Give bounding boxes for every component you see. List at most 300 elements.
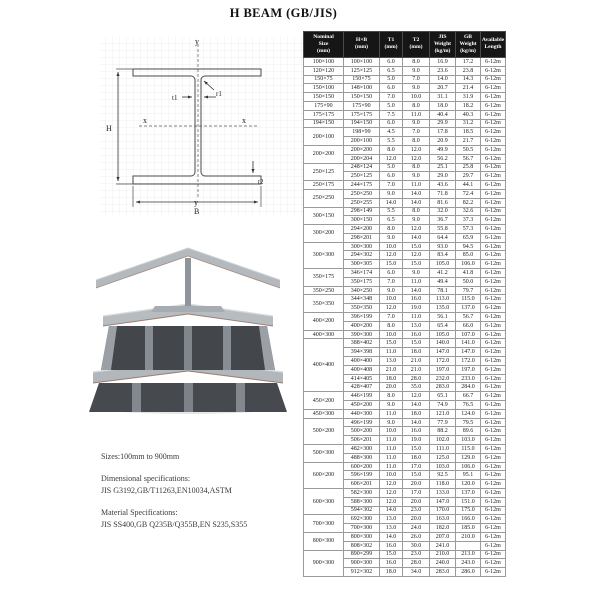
table-cell: 10.0	[380, 427, 403, 436]
table-cell: 19.0	[403, 436, 430, 445]
table-cell: 137.0	[456, 304, 481, 313]
table-cell: 32.6	[456, 207, 481, 216]
table-cell: 8.0	[403, 207, 430, 216]
table-cell: 106.0	[456, 462, 481, 471]
table-cell: 43.6	[430, 181, 456, 190]
table-cell: 11.0	[403, 181, 430, 190]
table-cell: 23.0	[403, 550, 430, 559]
table-cell: 170.0	[430, 506, 456, 515]
table-cell: 8.0	[380, 225, 403, 234]
table-cell: 16.0	[380, 559, 403, 568]
flange-thickness-label: t2	[258, 178, 264, 186]
table-cell: 6-12m	[481, 233, 506, 242]
table-cell: 6-12m	[481, 497, 506, 506]
table-cell: 21.0	[403, 365, 430, 374]
table-cell: 25.1	[430, 163, 456, 172]
table-cell: 9.0	[403, 66, 430, 75]
table-cell: 6-12m	[481, 75, 506, 84]
table-cell: 103.0	[456, 436, 481, 445]
table-cell: 148×100	[344, 84, 380, 93]
h-beam-size-table	[303, 31, 506, 577]
table-row	[304, 409, 506, 418]
table-cell: 6-12m	[481, 550, 506, 559]
table-cell: 400×408	[344, 365, 380, 374]
nominal-size-cell: 200×200	[304, 145, 344, 163]
table-cell: 6-12m	[481, 84, 506, 93]
nominal-size-cell: 200×100	[304, 128, 344, 146]
nominal-size-cell: 250×250	[304, 189, 344, 207]
table-cell: 17.0	[403, 489, 430, 498]
table-cell: 6.0	[380, 119, 403, 128]
column-header: Nominal Size (mm)	[304, 32, 344, 58]
table-cell: 298×201	[344, 233, 380, 242]
table-row	[304, 181, 506, 190]
page-title: H BEAM (GB/JIS)	[229, 6, 338, 20]
table-cell: 6-12m	[481, 286, 506, 295]
column-header: T1 (mm)	[380, 32, 403, 58]
table-row	[304, 489, 506, 498]
table-cell: 28.0	[403, 559, 430, 568]
table-cell: 150×150	[344, 93, 380, 102]
table-row	[304, 269, 506, 278]
table-cell: 11.0	[403, 277, 430, 286]
table-cell: 900×300	[344, 559, 380, 568]
nominal-size-cell: 150×150	[304, 93, 344, 102]
table-cell: 82.2	[456, 198, 481, 207]
table-cell: 6-12m	[481, 172, 506, 181]
table-cell: 15.0	[403, 471, 430, 480]
nominal-size-cell: 600×200	[304, 462, 344, 488]
table-cell: 6-12m	[481, 330, 506, 339]
table-cell: 244×175	[344, 181, 380, 190]
table-cell: 12.0	[403, 225, 430, 234]
table-cell: 77.9	[430, 418, 456, 427]
table-cell: 18.0	[380, 374, 403, 383]
nominal-size-cell: 120×120	[304, 66, 344, 75]
table-cell: 6-12m	[481, 392, 506, 401]
table-cell: 175×175	[344, 110, 380, 119]
table-cell: 56.7	[456, 154, 481, 163]
table-cell: 194×150	[344, 119, 380, 128]
table-cell: 9.0	[380, 233, 403, 242]
table-cell: 6-12m	[481, 110, 506, 119]
table-cell: 6-12m	[481, 506, 506, 515]
table-row	[304, 93, 506, 102]
table-row	[304, 392, 506, 401]
table-cell: 125.0	[430, 453, 456, 462]
table-cell: 4.5	[380, 128, 403, 137]
table-cell: 21.0	[403, 357, 430, 366]
table-cell: 200×204	[344, 154, 380, 163]
table-cell: 9.0	[403, 269, 430, 278]
table-cell: 6-12m	[481, 119, 506, 128]
table-row	[304, 445, 506, 454]
flange-width-label: B	[194, 207, 200, 216]
table-cell: 37.3	[456, 216, 481, 225]
table-cell: 5.0	[380, 75, 403, 84]
nominal-size-cell: 400×200	[304, 313, 344, 331]
table-cell: 6-12m	[481, 471, 506, 480]
table-cell: 40.4	[430, 110, 456, 119]
table-cell: 428×407	[344, 383, 380, 392]
table-cell: 115.0	[456, 295, 481, 304]
table-cell: 21.4	[456, 84, 481, 93]
table-cell: 6-12m	[481, 216, 506, 225]
table-row	[304, 242, 506, 251]
table-cell: 8.0	[403, 137, 430, 146]
nominal-size-cell: 175×175	[304, 110, 344, 119]
table-cell: 14.0	[380, 506, 403, 515]
table-cell: 29.7	[456, 172, 481, 181]
table-cell: 300×305	[344, 260, 380, 269]
dimensional-spec-label: Dimensional specifications:	[101, 474, 191, 484]
table-cell: 6-12m	[481, 251, 506, 260]
table-cell: 106.0	[456, 260, 481, 269]
table-cell: 6-12m	[481, 357, 506, 366]
table-cell: 344×348	[344, 295, 380, 304]
table-cell: 14.0	[380, 532, 403, 541]
table-cell: 6-12m	[481, 225, 506, 234]
table-cell: 7.0	[380, 181, 403, 190]
nominal-size-cell: 600×300	[304, 489, 344, 515]
nominal-size-cell: 400×300	[304, 330, 344, 339]
table-row	[304, 418, 506, 427]
table-cell: 16.0	[380, 541, 403, 550]
table-row	[304, 189, 506, 198]
table-cell: 232.0	[430, 374, 456, 383]
table-cell: 150×75	[344, 75, 380, 84]
table-cell: 7.0	[380, 277, 403, 286]
nominal-size-cell: 450×300	[304, 409, 344, 418]
table-cell: 18.0	[380, 568, 403, 577]
h-beam-stack-photo	[75, 220, 305, 416]
nominal-size-cell: 350×250	[304, 286, 344, 295]
table-cell: 36.7	[430, 216, 456, 225]
nominal-size-cell: 450×200	[304, 392, 344, 410]
table-cell: 596×199	[344, 471, 380, 480]
table-row	[304, 532, 506, 541]
table-cell: 284.0	[456, 383, 481, 392]
table-cell: 29.0	[430, 172, 456, 181]
table-cell: 10.0	[380, 242, 403, 251]
table-cell: 6-12m	[481, 66, 506, 75]
table-cell: 9.0	[380, 286, 403, 295]
table-cell: 8.0	[380, 392, 403, 401]
table-cell: 20.0	[380, 383, 403, 392]
table-row	[304, 57, 506, 66]
table-cell: 15.0	[380, 550, 403, 559]
table-cell: 6-12m	[481, 418, 506, 427]
nominal-size-cell: 350×350	[304, 295, 344, 313]
table-cell: 350×175	[344, 277, 380, 286]
table-row	[304, 550, 506, 559]
x-axis-label-right: x	[242, 116, 246, 125]
table-cell: 11.0	[380, 453, 403, 462]
table-cell: 12.0	[380, 497, 403, 506]
table-cell: 20.0	[403, 515, 430, 524]
table-cell: 9.0	[380, 401, 403, 410]
table-cell: 286.0	[456, 568, 481, 577]
table-cell: 6-12m	[481, 269, 506, 278]
table-cell: 16.0	[403, 427, 430, 436]
table-cell: 6-12m	[481, 242, 506, 251]
table-cell: 388×402	[344, 339, 380, 348]
table-cell: 6-12m	[481, 453, 506, 462]
column-header: T2 (mm)	[403, 32, 430, 58]
table-cell: 808×302	[344, 541, 380, 550]
nominal-size-cell: 150×100	[304, 84, 344, 93]
table-cell: 88.2	[430, 427, 456, 436]
beam-height-label: H	[106, 124, 112, 133]
table-cell: 6-12m	[481, 181, 506, 190]
table-cell: 107.0	[456, 330, 481, 339]
table-cell: 248×124	[344, 163, 380, 172]
table-cell: 6-12m	[481, 541, 506, 550]
table-cell: 7.0	[403, 75, 430, 84]
table-cell: 76.5	[456, 401, 481, 410]
beam-stack	[89, 248, 287, 414]
table-cell: 6-12m	[481, 163, 506, 172]
table-cell: 55.8	[430, 225, 456, 234]
table-cell: 6-12m	[481, 401, 506, 410]
table-cell: 12.0	[380, 251, 403, 260]
table-row	[304, 286, 506, 295]
table-cell: 14.0	[403, 418, 430, 427]
table-row	[304, 225, 506, 234]
table-cell: 28.0	[403, 374, 430, 383]
table-cell: 8.0	[380, 321, 403, 330]
table-row	[304, 84, 506, 93]
table-row	[304, 295, 506, 304]
table-row	[304, 339, 506, 348]
nominal-size-cell: 250×125	[304, 163, 344, 181]
table-cell: 16.0	[403, 330, 430, 339]
table-cell: 15.0	[403, 260, 430, 269]
table-cell: 250×255	[344, 198, 380, 207]
table-cell: 49.4	[430, 277, 456, 286]
table-cell: 185.0	[456, 524, 481, 533]
table-cell: 18.0	[403, 453, 430, 462]
table-cell: 6.0	[380, 269, 403, 278]
table-cell: 15.0	[403, 339, 430, 348]
table-cell: 240.0	[430, 559, 456, 568]
table-cell: 49.9	[430, 145, 456, 154]
table-row	[304, 119, 506, 128]
table-cell: 7.0	[403, 128, 430, 137]
table-cell: 65.9	[456, 233, 481, 242]
table-row	[304, 313, 506, 322]
table-cell: 118.0	[430, 480, 456, 489]
table-cell: 6-12m	[481, 313, 506, 322]
table-cell: 6-12m	[481, 189, 506, 198]
table-cell: 13.0	[380, 357, 403, 366]
table-cell: 113.0	[430, 295, 456, 304]
table-cell: 12.0	[380, 304, 403, 313]
table-cell: 120.0	[456, 480, 481, 489]
table-cell: 12.0	[403, 145, 430, 154]
table-cell: 6-12m	[481, 445, 506, 454]
table-cell: 197.0	[430, 365, 456, 374]
table-cell: 8.0	[403, 57, 430, 66]
table-cell: 103.0	[430, 462, 456, 471]
table-cell: 7.0	[380, 93, 403, 102]
fillet-radius-label: r1	[216, 90, 222, 98]
table-cell: 6-12m	[481, 489, 506, 498]
table-cell: 175.0	[456, 506, 481, 515]
table-cell: 294×200	[344, 225, 380, 234]
table-cell: 6-12m	[481, 524, 506, 533]
table-cell: 12.0	[403, 154, 430, 163]
table-cell: 210.0	[456, 532, 481, 541]
table-cell: 17.2	[456, 57, 481, 66]
table-cell: 172.0	[456, 357, 481, 366]
table-cell: 692×300	[344, 515, 380, 524]
table-cell: 18.0	[403, 409, 430, 418]
nominal-size-cell: 300×300	[304, 242, 344, 268]
table-cell: 147.0	[430, 348, 456, 357]
table-cell: 65.4	[430, 321, 456, 330]
table-cell: 6-12m	[481, 568, 506, 577]
table-cell: 8.0	[380, 145, 403, 154]
table-cell: 6.0	[380, 84, 403, 93]
table-cell: 294×302	[344, 251, 380, 260]
table-cell: 11.0	[380, 462, 403, 471]
table-cell: 6-12m	[481, 374, 506, 383]
table-cell: 15.0	[380, 260, 403, 269]
table-cell: 66.0	[456, 321, 481, 330]
table-cell: 25.8	[456, 163, 481, 172]
nominal-size-cell: 300×150	[304, 207, 344, 225]
table-cell: 14.0	[403, 198, 430, 207]
table-cell: 606×201	[344, 480, 380, 489]
table-cell: 93.0	[430, 242, 456, 251]
table-cell: 197.0	[456, 365, 481, 374]
table-cell: 20.0	[403, 480, 430, 489]
table-cell: 14.0	[380, 198, 403, 207]
table-cell: 5.5	[380, 137, 403, 146]
table-cell: 250×125	[344, 172, 380, 181]
table-cell: 166.0	[456, 515, 481, 524]
table-cell: 81.6	[430, 198, 456, 207]
nominal-size-cell: 500×200	[304, 418, 344, 444]
table-cell: 85.0	[456, 251, 481, 260]
table-cell: 6-12m	[481, 462, 506, 471]
y-axis-label-top: y	[195, 37, 199, 46]
table-cell: 450×200	[344, 401, 380, 410]
table-cell: 6.0	[380, 172, 403, 181]
table-cell: 912×302	[344, 568, 380, 577]
h-beam-cross-section-diagram	[98, 36, 305, 216]
table-cell: 6-12m	[481, 277, 506, 286]
table-cell: 9.0	[403, 172, 430, 181]
table-cell: 94.5	[456, 242, 481, 251]
table-cell: 89.6	[456, 427, 481, 436]
table-cell: 151.0	[456, 497, 481, 506]
table-cell: 396×199	[344, 313, 380, 322]
nominal-size-cell: 700×300	[304, 515, 344, 533]
table-cell: 129.0	[456, 453, 481, 462]
table-cell: 14.0	[403, 233, 430, 242]
table-cell: 17.8	[430, 128, 456, 137]
table-cell: 6-12m	[481, 304, 506, 313]
table-cell: 6-12m	[481, 321, 506, 330]
table-cell: 6-12m	[481, 427, 506, 436]
table-cell: 9.0	[403, 84, 430, 93]
table-row	[304, 163, 506, 172]
sizes-note: Sizes:100mm to 900mm	[101, 452, 180, 461]
table-cell: 233.0	[456, 374, 481, 383]
table-cell: 182.0	[430, 524, 456, 533]
table-cell: 488×300	[344, 453, 380, 462]
table-cell: 6-12m	[481, 207, 506, 216]
table-cell: 137.0	[456, 489, 481, 498]
table-cell: 5.0	[380, 163, 403, 172]
table-cell: 41.2	[430, 269, 456, 278]
table-cell: 26.0	[403, 532, 430, 541]
table-cell: 241.0	[430, 541, 456, 550]
table-cell: 800×300	[344, 532, 380, 541]
table-row	[304, 66, 506, 75]
table-cell: 440×300	[344, 409, 380, 418]
table-cell: 200×100	[344, 137, 380, 146]
nominal-size-cell: 194×150	[304, 119, 344, 128]
table-cell: 11.0	[403, 110, 430, 119]
table-cell: 64.4	[430, 233, 456, 242]
column-header: Available Length	[481, 32, 506, 58]
table-cell: 198×99	[344, 128, 380, 137]
table-cell: 9.0	[403, 216, 430, 225]
table-cell: 6-12m	[481, 145, 506, 154]
table-cell: 6-12m	[481, 532, 506, 541]
nominal-size-cell: 800×300	[304, 532, 344, 550]
table-cell: 44.1	[456, 181, 481, 190]
table-cell: 13.0	[380, 515, 403, 524]
table-cell: 16.9	[430, 57, 456, 66]
table-row	[304, 515, 506, 524]
table-row	[304, 128, 506, 137]
table-cell: 588×300	[344, 497, 380, 506]
table-cell: 5.0	[380, 101, 403, 110]
table-cell: 213.0	[456, 550, 481, 559]
table-cell: 31.1	[430, 93, 456, 102]
table-row	[304, 330, 506, 339]
table-cell: 6-12m	[481, 198, 506, 207]
table-cell: 23.6	[430, 66, 456, 75]
table-cell: 200×200	[344, 145, 380, 154]
table-cell: 15.0	[380, 339, 403, 348]
table-row	[304, 75, 506, 84]
table-cell: 65.1	[430, 392, 456, 401]
column-header: GB Weight (kg/m)	[456, 32, 481, 58]
table-cell: 79.7	[456, 286, 481, 295]
x-axis-label-left: x	[143, 116, 147, 125]
table-cell: 15.0	[403, 445, 430, 454]
y-axis-label-bottom: y	[194, 198, 198, 207]
table-cell: 11.0	[380, 409, 403, 418]
table-cell: 121.0	[430, 409, 456, 418]
table-cell: 298×149	[344, 207, 380, 216]
spec-notes	[101, 452, 301, 531]
table-header	[304, 32, 506, 58]
dimensional-spec-value: JIS G3192,GB/T11263,EN10034,ASTM	[101, 485, 232, 495]
table-cell: 6-12m	[481, 409, 506, 418]
table-cell: 6-12m	[481, 93, 506, 102]
table-cell: 14.0	[403, 286, 430, 295]
table-cell: 400×400	[344, 357, 380, 366]
table-cell: 350×350	[344, 304, 380, 313]
table-cell: 20.7	[430, 84, 456, 93]
table-cell: 92.5	[430, 471, 456, 480]
